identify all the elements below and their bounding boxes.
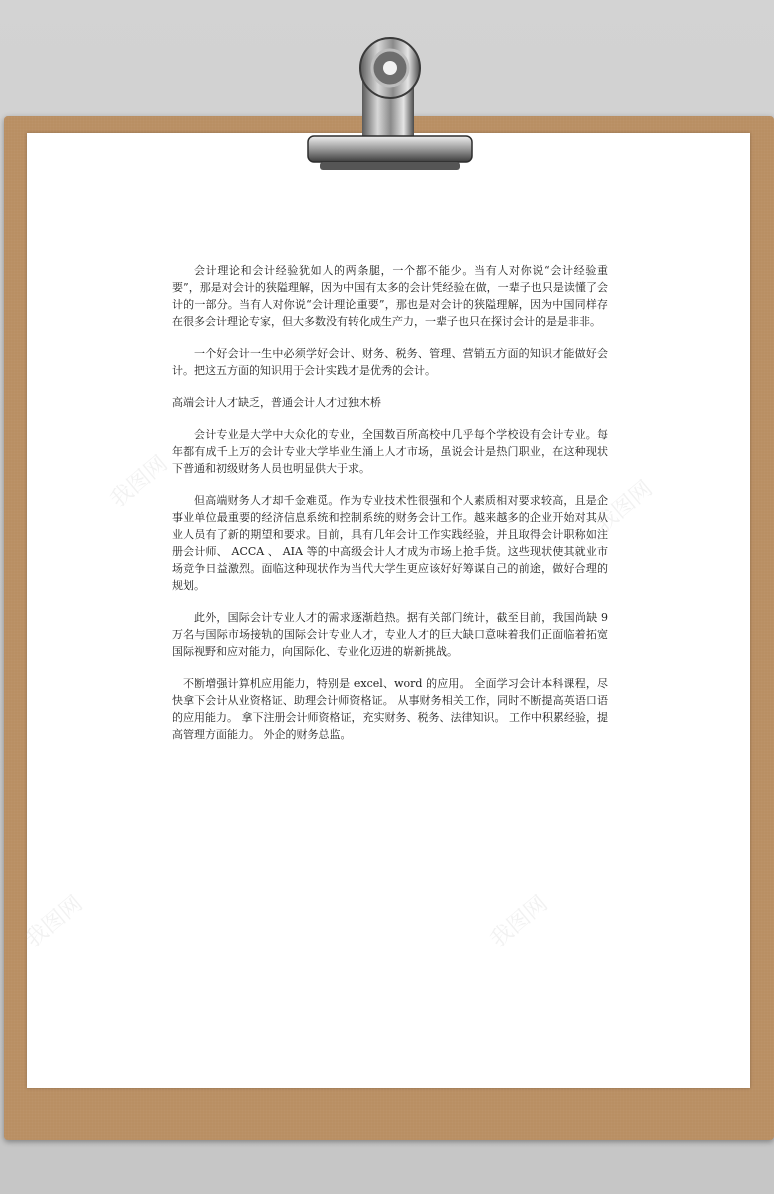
paragraph: 会计专业是大学中大众化的专业，全国数百所高校中几乎每个学校设有会计专业。每年都有成千上万的会计专业大学毕业生涌上人才市场，虽说会计是热门职业，在这种现状下普通和初级财务人员也明显供大于求。 bbox=[172, 428, 608, 475]
watermark: 我图网 bbox=[485, 891, 553, 953]
paragraph: 一个好会计一生中必须学好会计、财务、税务、管理、营销五方面的知识才能做好会计。把这五方面的知识用于会计实践才是优秀的会计。 bbox=[172, 347, 608, 377]
watermark: 我图网 bbox=[105, 451, 173, 513]
section-heading: 高端会计人才缺乏，普通会计人才过独木桥 bbox=[172, 396, 381, 409]
watermark: 我图网 bbox=[20, 891, 88, 953]
binder-clip-icon bbox=[300, 28, 480, 178]
paragraph: 此外，国际会计专业人才的需求逐渐趋热。据有关部门统计，截至目前，我国尚缺 9 万名与国际市场接轨的国际会计专业人才，专业人才的巨大缺口意味着我们正面临着拓宽国际视野和应对能力，向国际化、专业化迈进的崭新挑战。 bbox=[172, 611, 608, 658]
paragraph: 但高端财务人才却千金难觅。作为专业技术性很强和个人素质相对要求较高，且是企事业单位最重要的经济信息系统和控制系统的财务会计工作。越来越多的企业开始对其从业人员有了新的期望和要求。目前，具有几年会计工作实践经验，并且取得会计职称如注册会计师、 ACCA 、 AIA 等的中高级会计人才成为市场上抢手货。这些现状使其就业市场竞争日益激烈。面临这种现状作为当代大学生更应该好好筹谋自己的前途，做好合理的规划。 bbox=[172, 494, 608, 592]
watermark: 我图网 bbox=[590, 476, 658, 538]
paragraph: 会计理论和会计经验犹如人的两条腿，一个都不能少。当有人对你说“会计经验重要”，那是对会计的狭隘理解，因为中国有太多的会计凭经验在做，一辈子也只是读懂了会计的一部分。当有人对你说“会计理论重要”，那也是对会计的狭隘理解，因为中国同样存在很多会计理论专家，但大多数没有转化成生产力，一辈子也只在探讨会计的是是非非。 bbox=[172, 264, 608, 328]
paragraph: 不断增强计算机应用能力，特别是 excel、word 的应用。 全面学习会计本科课程，尽快拿下会计从业资格证、助理会计师资格证。 从事财务相关工作，同时不断提高英语口语的应用能力。 拿下注册会计师资格证，充实财务、税务、法律知识。 工作中积累经验，提高管理方面能力。 外企的财务总监。 bbox=[172, 677, 608, 741]
document-body bbox=[172, 262, 608, 758]
